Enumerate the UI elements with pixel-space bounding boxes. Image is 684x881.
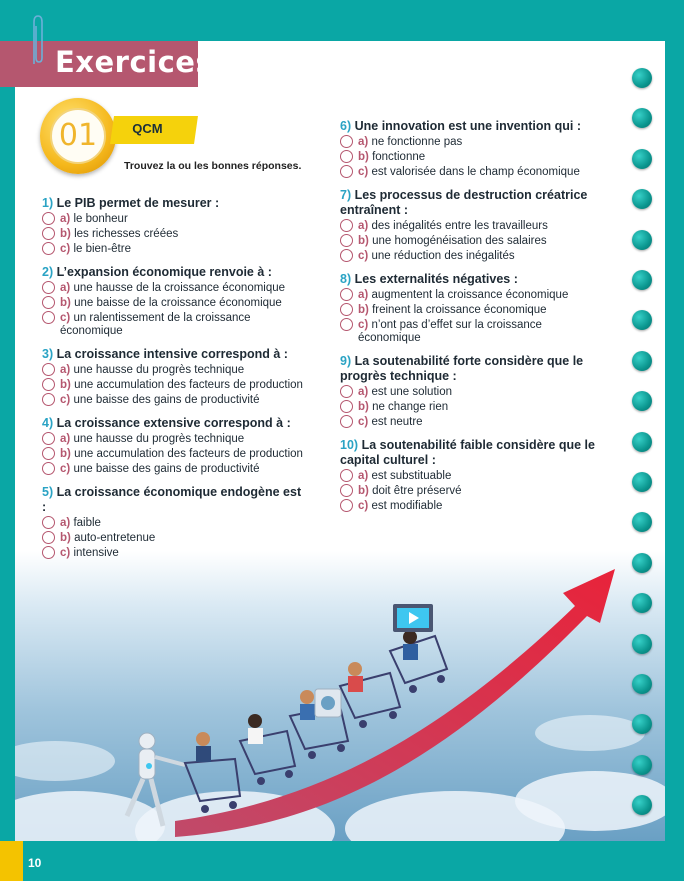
radio-circle-icon[interactable] [340,249,353,262]
binding-ring-icon [632,512,652,532]
radio-circle-icon[interactable] [42,516,55,529]
option-text: est valorisée dans le champ économique [371,166,580,178]
question-number: 2) [42,265,54,279]
question-label: La croissance extensive correspond à : [56,416,291,430]
question-block [42,347,304,407]
option-letter: b) [60,532,71,544]
question-block [42,265,304,338]
robot-figure [127,733,185,826]
question-text [42,196,304,211]
question-text [42,347,304,362]
question-label: La croissance économique endogène est : [42,485,302,514]
question-number: 8) [340,272,352,286]
instruction-text: Trouvez la ou les bonnes réponses. [124,160,302,172]
option-letter: a) [358,386,369,398]
radio-circle-icon[interactable] [340,318,353,331]
question-block [42,416,304,476]
radio-circle-icon[interactable] [42,227,55,240]
answer-option[interactable] [42,448,304,461]
question-text [340,119,605,134]
binding-ring-icon [632,351,652,371]
answer-option[interactable] [340,470,605,483]
option-letter: c) [358,319,369,331]
answer-option[interactable] [340,500,605,513]
radio-circle-icon[interactable] [42,546,55,559]
binding-ring-icon [632,714,652,734]
question-label: Les processus de destruction créatrice entraînent : [340,188,588,217]
radio-circle-icon[interactable] [42,296,55,309]
option-letter: a) [60,282,71,294]
option-text: auto-entretenue [74,532,156,544]
answer-option[interactable] [42,394,304,407]
exercise-number: 01 [50,108,106,164]
question-label: La soutenabilité faible considère que le capital culturel : [340,438,595,467]
answer-option[interactable] [340,304,605,317]
option-text: une réduction des inégalités [371,250,515,262]
answer-option[interactable] [42,213,304,226]
option-letter: b) [60,448,71,460]
option-letter: a) [358,289,369,301]
option-text: une hausse de la croissance économique [73,282,286,294]
radio-circle-icon[interactable] [340,484,353,497]
option-letter: c) [358,500,369,512]
question-block [340,188,605,263]
option-letter: c) [60,463,71,475]
question-label: Les externalités négatives : [354,272,518,286]
option-letter: b) [358,304,369,316]
answer-option[interactable] [42,463,304,476]
option-text: intensive [73,547,119,559]
option-letter: a) [358,136,369,148]
option-text: augmentent la croissance économique [371,289,569,301]
answer-option[interactable] [340,166,605,179]
answer-option[interactable] [42,297,304,310]
question-label: La soutenabilité forte considère que le progrès technique : [340,354,584,383]
option-text: un ralentissement de la croissance économique [60,312,251,337]
question-block [340,272,605,345]
answer-option[interactable] [340,220,605,233]
question-label: La croissance intensive correspond à : [56,347,288,361]
radio-circle-icon[interactable] [340,135,353,148]
option-letter: b) [60,297,71,309]
answer-option[interactable] [340,386,605,399]
binding-ring-icon [632,108,652,128]
exercise-number-badge [40,98,116,174]
binding-ring-icon [632,149,652,169]
question-number: 4) [42,416,54,430]
answer-option[interactable] [42,243,304,256]
answer-option[interactable] [340,136,605,149]
option-text: des inégalités entre les travailleurs [371,220,548,232]
option-letter: a) [358,470,369,482]
paperclip-icon [29,14,45,66]
answer-option[interactable] [42,517,304,530]
option-letter: a) [60,213,71,225]
radio-circle-icon[interactable] [340,288,353,301]
question-text [340,438,605,468]
option-text: une baisse de la croissance économique [74,297,282,309]
answer-option[interactable] [42,532,304,545]
radio-circle-icon[interactable] [42,281,55,294]
binding-ring-icon [632,432,652,452]
option-letter: b) [358,401,369,413]
option-letter: c) [60,547,71,559]
question-number: 1) [42,196,54,210]
radio-circle-icon[interactable] [340,400,353,413]
option-text: une hausse du progrès technique [73,433,245,445]
binding-ring-icon [632,674,652,694]
question-number: 5) [42,485,54,499]
option-letter: a) [60,364,71,376]
radio-circle-icon[interactable] [42,393,55,406]
radio-circle-icon[interactable] [340,303,353,316]
option-letter: c) [60,243,71,255]
answer-option[interactable] [340,485,605,498]
answer-option[interactable] [340,319,605,345]
radio-circle-icon[interactable] [42,242,55,255]
question-block [340,119,605,179]
radio-circle-icon[interactable] [340,469,353,482]
radio-circle-icon[interactable] [340,385,353,398]
option-text: ne change rien [372,401,449,413]
question-block [340,438,605,513]
question-text [42,485,304,515]
question-number: 6) [340,119,352,133]
option-letter: c) [60,394,71,406]
radio-circle-icon[interactable] [42,447,55,460]
answer-option[interactable] [42,312,304,338]
answer-option[interactable] [340,235,605,248]
option-text: une homogénéisation des salaires [372,235,547,247]
binding-ring-icon [632,634,652,654]
option-letter: c) [358,166,369,178]
radio-circle-icon[interactable] [340,234,353,247]
question-number: 3) [42,347,54,361]
qcm-label: QCM [132,121,163,136]
question-text [340,354,605,384]
question-label: Une innovation est une invention qui : [354,119,582,133]
option-text: le bonheur [73,213,128,225]
radio-circle-icon[interactable] [42,212,55,225]
radio-circle-icon[interactable] [42,531,55,544]
option-text: freinent la croissance économique [372,304,547,316]
binding-ring-icon [632,270,652,290]
question-text [42,265,304,280]
option-text: le bien-être [73,243,131,255]
question-number: 10) [340,438,359,452]
option-text: est neutre [371,416,423,428]
questions-left-column [42,196,304,569]
question-number: 7) [340,188,352,202]
option-text: une baisse des gains de productivité [73,394,260,406]
answer-option[interactable] [42,433,304,446]
binding-ring-icon [632,553,652,573]
answer-option[interactable] [42,364,304,377]
answer-option[interactable] [340,289,605,302]
option-text: n’ont pas d’effet sur la croissance économique [358,319,542,344]
option-text: une accumulation des facteurs de production [74,379,303,391]
binding-ring-icon [632,189,652,209]
binding-ring-icon [632,391,652,411]
option-letter: c) [60,312,71,324]
question-block [42,485,304,560]
option-text: une baisse des gains de productivité [73,463,260,475]
page-number: 10 [28,856,42,870]
question-text [340,272,605,287]
option-text: est modifiable [371,500,443,512]
question-text [340,188,605,218]
option-letter: c) [358,250,369,262]
option-text: une hausse du progrès technique [73,364,245,376]
option-letter: b) [358,485,369,497]
option-letter: b) [60,379,71,391]
question-text [42,416,304,431]
question-block [340,354,605,429]
answer-option[interactable] [42,547,304,560]
question-block [42,196,304,256]
radio-circle-icon[interactable] [42,363,55,376]
option-letter: a) [358,220,369,232]
binding-ring-icon [632,230,652,250]
option-text: est substituable [371,470,452,482]
option-text: les richesses créées [74,228,179,240]
answer-option[interactable] [42,228,304,241]
people-in-carts [196,604,433,762]
option-letter: a) [60,517,71,529]
question-label: L’expansion économique renvoie à : [56,265,272,279]
option-text: une accumulation des facteurs de production [74,448,303,460]
answer-option[interactable] [340,151,605,164]
binding-ring-icon [632,68,652,88]
footer-accent [0,841,23,881]
binding-ring-icon [632,310,652,330]
option-letter: b) [358,151,369,163]
radio-circle-icon[interactable] [340,219,353,232]
option-text: est une solution [371,386,452,398]
qcm-tag [110,116,198,144]
radio-circle-icon[interactable] [340,150,353,163]
binding-ring-icon [632,593,652,613]
spiral-rings [632,68,654,828]
answer-option[interactable] [340,401,605,414]
radio-circle-icon[interactable] [340,415,353,428]
option-text: faible [73,517,101,529]
answer-option[interactable] [340,250,605,263]
option-letter: c) [358,416,369,428]
option-text: doit être préservé [372,485,462,497]
answer-option[interactable] [340,416,605,429]
radio-circle-icon[interactable] [42,378,55,391]
question-number: 9) [340,354,352,368]
radio-circle-icon[interactable] [340,165,353,178]
option-letter: b) [358,235,369,247]
option-text: ne fonctionne pas [371,136,463,148]
option-text: fonctionne [372,151,426,163]
option-letter: a) [60,433,71,445]
answer-option[interactable] [42,379,304,392]
answer-option[interactable] [42,282,304,295]
radio-circle-icon[interactable] [42,462,55,475]
page-title: Exercices [55,45,214,79]
binding-ring-icon [632,755,652,775]
radio-circle-icon[interactable] [42,432,55,445]
radio-circle-icon[interactable] [340,499,353,512]
radio-circle-icon[interactable] [42,311,55,324]
binding-ring-icon [632,472,652,492]
option-letter: b) [60,228,71,240]
question-label: Le PIB permet de mesurer : [56,196,220,210]
questions-right-column [340,119,605,522]
binding-ring-icon [632,795,652,815]
